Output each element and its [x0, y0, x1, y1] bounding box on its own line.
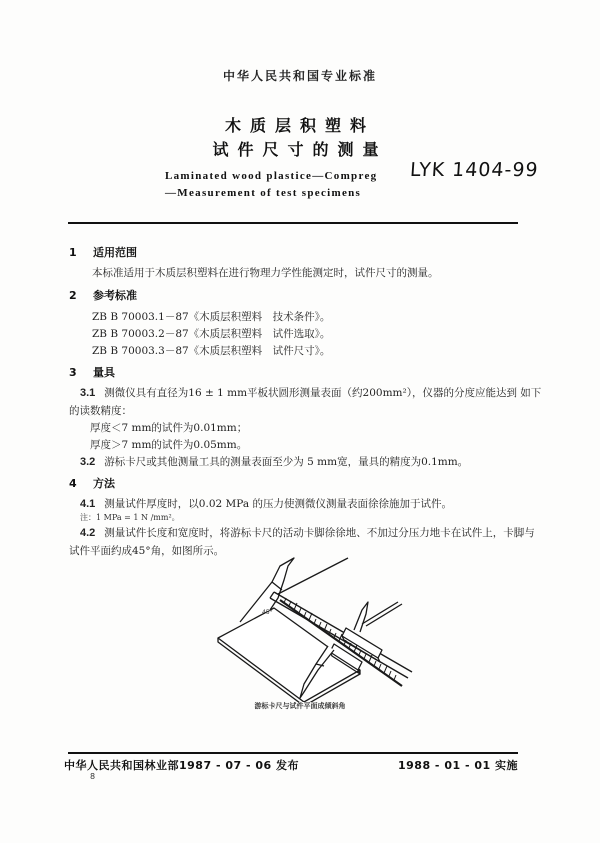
section-1-text: 本标准适用于木质层积塑料在进行物理力学性能测定时，试件尺寸的测量。 — [92, 267, 439, 279]
section-4-heading — [69, 475, 115, 491]
clause-number: 4.2 — [80, 527, 96, 539]
section-title: 适用范围 — [93, 246, 137, 259]
clause-4-2-line-1 — [80, 525, 535, 540]
footer-divider — [68, 752, 518, 754]
standard-category: 中华人民共和国专业标准 — [222, 69, 377, 83]
reference-item: ZB B 70003.1－87《木质层积塑料 技术条件》。 — [92, 311, 331, 323]
page-number: 8 — [90, 772, 96, 781]
clause-number: 4.1 — [80, 498, 96, 510]
clause-3-1-line-2: 的读数精度： — [69, 405, 132, 417]
clause-number: 3.2 — [80, 456, 96, 468]
standard-code-handwritten: LYK 1404-99 — [409, 159, 540, 181]
clause-number: 3.1 — [80, 387, 96, 399]
clause-3-2 — [80, 454, 468, 469]
section-title: 量具 — [93, 366, 115, 379]
figure-caption: 游标卡尺与试件平面成倾斜角 — [254, 702, 346, 710]
section-number: 2 — [69, 289, 77, 302]
clause-text: 测微仪具有直径为16 ± 1 mm平板状圆形测量表面（约200mm²），仪器的分度应能达到 如下 — [104, 387, 542, 399]
issue-info: 中华人民共和国林业部1987 - 07 - 06 发布 — [64, 759, 300, 772]
clause-4-2-line-2: 试件平面约成45°角，如图所示。 — [69, 545, 225, 557]
header-divider — [68, 222, 518, 224]
section-title: 参考标准 — [93, 289, 137, 302]
clause-4-1 — [80, 496, 452, 511]
clause-3-1-item: 厚度＞7 mm的试件为0.05mm。 — [90, 439, 248, 451]
english-title-line-1: Laminated wood plastice—Compreg — [165, 170, 378, 182]
section-title: 方法 — [93, 477, 115, 490]
section-number: 1 — [69, 246, 77, 259]
section-number: 3 — [69, 366, 77, 379]
clause-text: 游标卡尺或其他测量工具的测量表面至少为 5 mm宽，量具的精度为0.1mm。 — [104, 456, 469, 468]
effective-date: 1988 - 01 - 01 实施 — [397, 759, 518, 772]
reference-item: ZB B 70003.2－87《木质层积塑料 试件选取》。 — [92, 328, 331, 340]
title-line-1: 木质层积塑料 — [224, 116, 375, 135]
section-number: 4 — [69, 477, 77, 490]
clause-3-1-item: 厚度＜7 mm的试件为0.01mm； — [90, 422, 248, 434]
title-line-2: 试件尺寸的测量 — [212, 140, 388, 159]
english-title-line-2: —Measurement of test specimens — [165, 187, 362, 199]
section-2-heading — [69, 287, 137, 303]
reference-item: ZB B 70003.3－87《木质层积塑料 试件尺寸》。 — [92, 345, 331, 357]
clause-3-1-line-1 — [80, 385, 541, 400]
clause-4-1-note: 注：1 MPa = 1 N /mm²。 — [80, 513, 180, 522]
section-1-heading — [69, 244, 137, 260]
caliper-figure — [212, 552, 422, 702]
clause-text: 测量试件长度和宽度时，将游标卡尺的活动卡脚徐徐地、不加过分压力地卡在试件上，卡脚与 — [104, 527, 535, 539]
angle-label: 45° — [262, 609, 273, 616]
clause-text: 测量试件厚度时，以0.02 MPa 的压力使测微仪测量表面徐徐施加于试件。 — [104, 498, 452, 510]
vernier-caliper-illustration — [212, 552, 422, 702]
section-3-heading — [69, 364, 115, 380]
